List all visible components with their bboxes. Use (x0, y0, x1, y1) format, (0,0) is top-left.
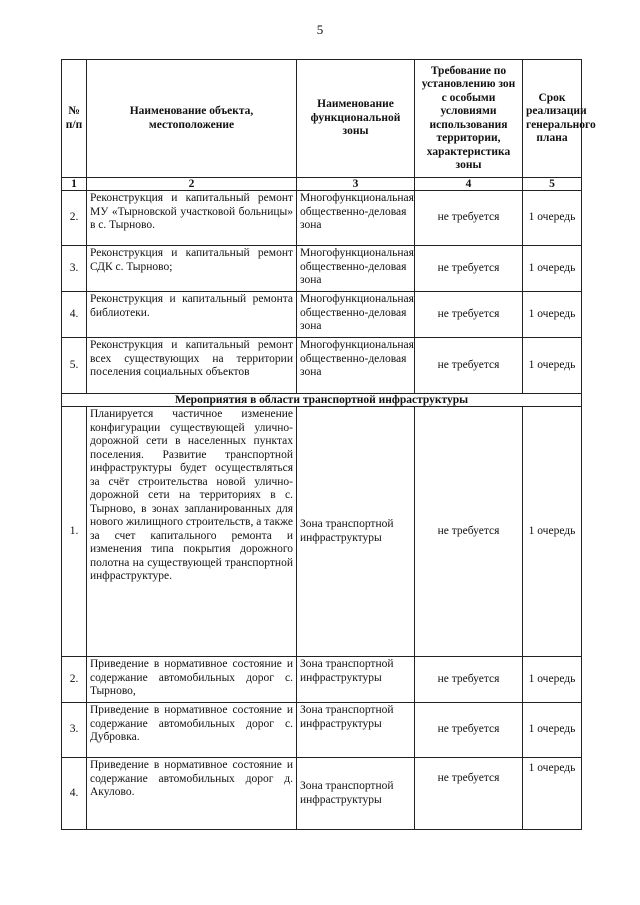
row-num: 4. (62, 292, 87, 338)
row-name: Реконструкция и капитальный ремонт СДК с. Тырново; (87, 246, 297, 292)
header-row (62, 60, 582, 178)
row-requirement: не требуется (415, 758, 523, 830)
row-name: Планируется частичное изменение конфигурации существующей улично-дорожной сети в населенных пунктах поселения. Развитие транспортной инфраструктуры будет осуществляться за счёт строительства новой улично-дорожной сети на территориях в с. Тырново, в зонах запланированных для нового жилищного строительств, а также за счет капитального ремонта и изменения типа покрытия дорожного полотна на существующей транспортной инфраструктуре. (87, 407, 297, 657)
column-number-row (62, 178, 582, 191)
row-zone: Зона транспортной инфраструктуры (297, 758, 415, 830)
row-term: 1 очередь (523, 657, 582, 703)
row-zone: Многофункциональная общественно-деловая зона (297, 246, 415, 292)
table-row (62, 407, 582, 657)
row-term: 1 очередь (523, 246, 582, 292)
row-name: Приведение в нормативное состояние и содержание автомобильных дорог д. Акулово. (87, 758, 297, 830)
row-zone: Многофункциональная общественно-деловая зона (297, 191, 415, 246)
row-requirement: не требуется (415, 338, 523, 394)
column-number: 4 (415, 178, 523, 191)
header-zone: Наименование функциональной зоны (297, 60, 415, 178)
row-zone: Зона транспортной инфраструктуры (297, 703, 415, 758)
column-number: 1 (62, 178, 87, 191)
row-term: 1 очередь (523, 407, 582, 657)
header-name: Наименование объекта, местоположение (87, 60, 297, 178)
row-requirement: не требуется (415, 657, 523, 703)
row-requirement: не требуется (415, 246, 523, 292)
row-name: Реконструкция и капитальный ремонта библиотеки. (87, 292, 297, 338)
row-zone: Зона транспортной инфраструктуры (297, 407, 415, 657)
row-name: Реконструкция и капитальный ремонт МУ «Тырновской участковой больницы» в с. Тырново. (87, 191, 297, 246)
row-name: Приведение в нормативное состояние и содержание автомобильных дорог с. Дубровка. (87, 703, 297, 758)
column-number: 2 (87, 178, 297, 191)
column-number: 5 (523, 178, 582, 191)
row-name: Реконструкция и капитальный ремонт всех существующих на территории поселения социальных объектов (87, 338, 297, 394)
table-row (62, 292, 582, 338)
row-requirement: не требуется (415, 292, 523, 338)
row-requirement: не требуется (415, 191, 523, 246)
row-term: 1 очередь (523, 758, 582, 830)
row-zone: Многофункциональная общественно-деловая зона (297, 338, 415, 394)
row-num: 3. (62, 703, 87, 758)
row-term: 1 очередь (523, 703, 582, 758)
header-num: № п/п (62, 60, 87, 178)
table-row (62, 338, 582, 394)
measures-table (61, 59, 596, 830)
row-num: 3. (62, 246, 87, 292)
section-row (62, 394, 582, 407)
header-term: Срок реализации генерального плана (523, 60, 582, 178)
page-number: 5 (316, 22, 324, 37)
row-num: 1. (62, 407, 87, 657)
table-row (62, 758, 582, 830)
column-number: 3 (297, 178, 415, 191)
row-zone: Зона транспортной инфраструктуры (297, 657, 415, 703)
table-row (62, 703, 582, 758)
row-requirement: не требуется (415, 407, 523, 657)
row-name: Приведение в нормативное состояние и содержание автомобильных дорог с. Тырново, (87, 657, 297, 703)
table-row (62, 657, 582, 703)
row-zone: Многофункциональная общественно-деловая зона (297, 292, 415, 338)
row-term: 1 очередь (523, 292, 582, 338)
section-title: Мероприятия в области транспортной инфраструктуры (62, 394, 582, 407)
row-num: 5. (62, 338, 87, 394)
header-requirement: Требование по установлению зон с особыми условиями использования территории, характеристика зоны (415, 60, 523, 178)
row-num: 2. (62, 657, 87, 703)
table-row (62, 246, 582, 292)
row-num: 2. (62, 191, 87, 246)
table-row (62, 191, 582, 246)
row-num: 4. (62, 758, 87, 830)
row-term: 1 очередь (523, 338, 582, 394)
row-term: 1 очередь (523, 191, 582, 246)
row-requirement: не требуется (415, 703, 523, 758)
